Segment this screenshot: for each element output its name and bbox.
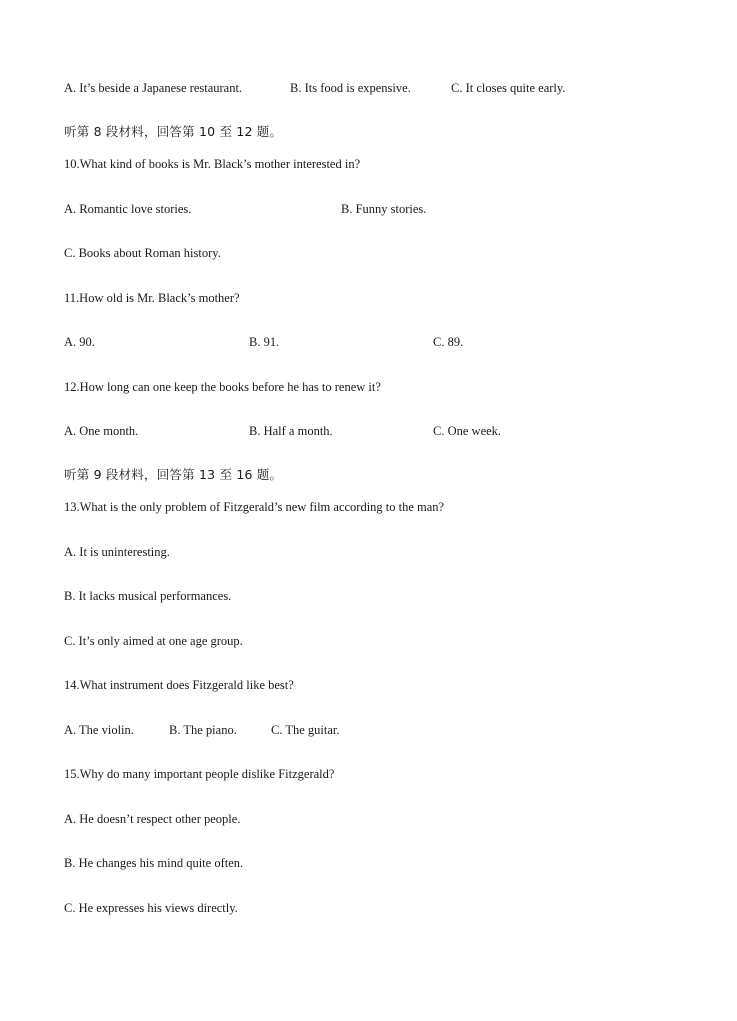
q14-option-b: B. The piano. xyxy=(169,723,237,737)
q13-stem: 13.What is the only problem of Fitzgerald’s new film according to the man? xyxy=(64,500,445,514)
q12-stem: 12.How long can one keep the books before he has to renew it? xyxy=(64,380,381,394)
q9-option-c: C. It closes quite early. xyxy=(451,81,566,95)
q11-stem: 11.How old is Mr. Black’s mother? xyxy=(64,291,240,305)
q15-stem: 15.Why do many important people dislike Fitzgerald? xyxy=(64,767,335,781)
section-9-heading: 听第 9 段材料，回答第 13 至 16 题。 xyxy=(64,467,283,482)
q15-option-c: C. He expresses his views directly. xyxy=(64,901,238,915)
section-8-heading: 听第 8 段材料，回答第 10 至 12 题。 xyxy=(64,124,283,139)
q13-option-a: A. It is uninteresting. xyxy=(64,545,170,559)
q11-option-c: C. 89. xyxy=(433,335,464,349)
q14-option-c: C. The guitar. xyxy=(271,723,340,737)
q14-option-a: A. The violin. xyxy=(64,723,134,737)
q11-option-a: A. 90. xyxy=(64,335,95,349)
q11-option-b: B. 91. xyxy=(249,335,280,349)
q10-stem: 10.What kind of books is Mr. Black’s mother interested in? xyxy=(64,157,361,171)
q15-option-a: A. He doesn’t respect other people. xyxy=(64,812,241,826)
q12-option-c: C. One week. xyxy=(433,424,502,438)
q10-option-b: B. Funny stories. xyxy=(341,202,427,216)
q13-option-c: C. It’s only aimed at one age group. xyxy=(64,634,243,648)
q12-option-a: A. One month. xyxy=(64,424,139,438)
q15-option-b: B. He changes his mind quite often. xyxy=(64,856,244,870)
q14-stem: 14.What instrument does Fitzgerald like best? xyxy=(64,678,294,692)
q12-option-b: B. Half a month. xyxy=(249,424,333,438)
q9-option-a: A. It’s beside a Japanese restaurant. xyxy=(64,81,243,95)
q10-option-c: C. Books about Roman history. xyxy=(64,246,221,260)
q9-option-b: B. Its food is expensive. xyxy=(290,81,411,95)
q13-option-b: B. It lacks musical performances. xyxy=(64,589,232,603)
q10-option-a: A. Romantic love stories. xyxy=(64,202,192,216)
